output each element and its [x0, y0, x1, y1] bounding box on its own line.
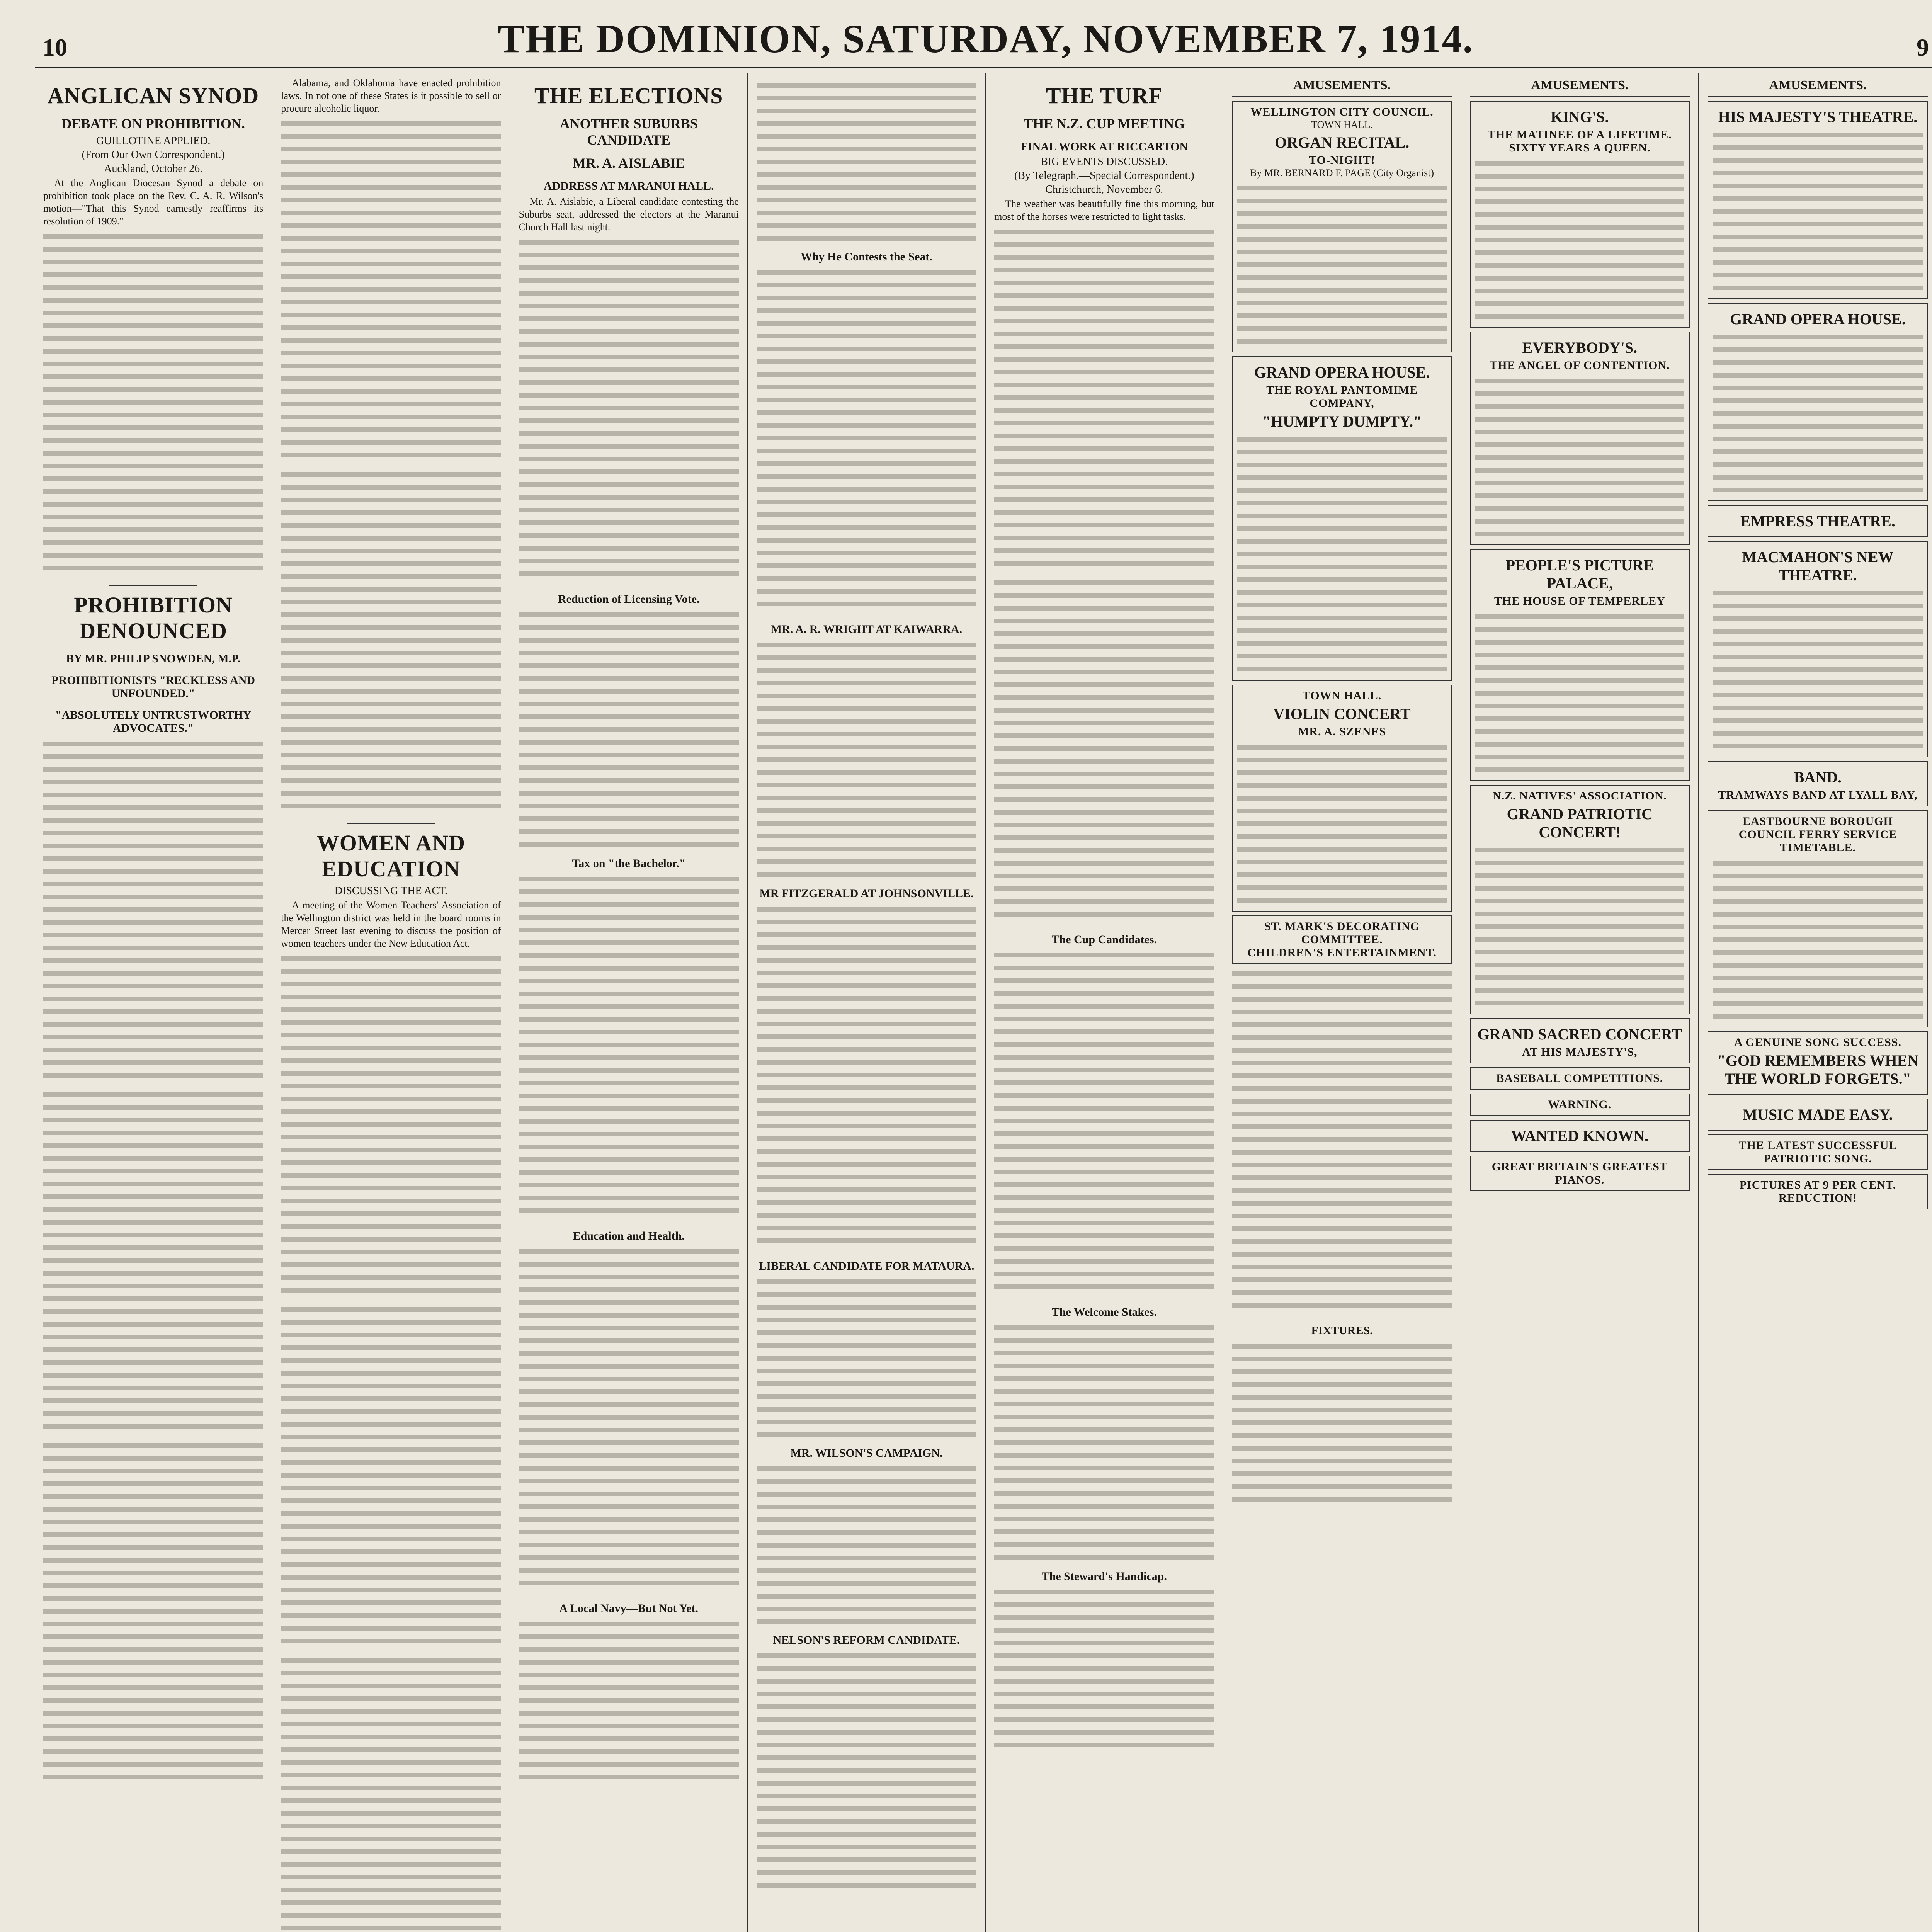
- ad-headline: VIOLIN CONCERT: [1273, 705, 1411, 723]
- article-paragraph: A meeting of the Women Teachers' Association of the Wellington district was held in the board rooms in Mercer Street last evening to discuss the position of women teachers under the New Education Act.: [281, 900, 501, 949]
- subhead-local-navy: A Local Navy—But Not Yet.: [559, 1602, 699, 1615]
- advert-patriotic-song: [1708, 1134, 1928, 1170]
- ad-title: TOWN HALL.: [1302, 689, 1382, 702]
- article-text-block: [281, 1304, 501, 1651]
- ad-title: GRAND OPERA HOUSE.: [1730, 310, 1906, 328]
- article-text-block: [281, 1655, 501, 1932]
- ad-line: TRAMWAYS BAND AT LYALL BAY,: [1718, 789, 1918, 801]
- ad-title: ST. MARK'S DECORATING COMMITTEE.: [1264, 920, 1420, 946]
- advert-ferry: [1708, 810, 1928, 1027]
- divider: [109, 585, 197, 586]
- ad-title: GRAND OPERA HOUSE.: [1254, 364, 1430, 381]
- dateline: Auckland, October 26.: [104, 163, 203, 175]
- advert-organ-recital: [1232, 101, 1452, 352]
- article-text-block: [281, 953, 501, 1301]
- article-text-block: [519, 1246, 739, 1594]
- ad-headline: "GOD REMEMBERS WHEN THE WORLD FORGETS.": [1717, 1052, 1919, 1087]
- subhead-licensing: Reduction of Licensing Vote.: [558, 593, 700, 605]
- columns: [35, 73, 1932, 1932]
- article-text-block: [519, 609, 739, 849]
- advert-peoples: [1470, 549, 1690, 781]
- byline-snowden: BY MR. PHILIP SNOWDEN, M.P.: [66, 652, 241, 665]
- byline: (From Our Own Correspondent.): [82, 149, 225, 161]
- ad-title: KING'S.: [1551, 108, 1609, 126]
- article-text-block: [994, 577, 1214, 925]
- ad-title: BAND.: [1794, 769, 1842, 786]
- subhead-cup-meeting: THE N.Z. CUP MEETING: [1024, 116, 1185, 131]
- article-paragraph: The weather was beautifully fine this morning, but most of the horses were restricted to light tasks.: [994, 198, 1214, 222]
- article-text-block: [43, 1440, 263, 1787]
- article-text-block: [757, 267, 976, 614]
- page-number-right: 9: [1917, 34, 1929, 61]
- advert-opera-house: [1232, 356, 1452, 681]
- advert-pianos: [1470, 1156, 1690, 1191]
- subhead-fixtures: FIXTURES.: [1311, 1324, 1373, 1337]
- ad-headline: "HUMPTY DUMPTY.": [1262, 413, 1422, 430]
- ad-text-block: [1713, 857, 1923, 1020]
- masthead: [35, 15, 1932, 68]
- article-text-block: [994, 949, 1214, 1297]
- subhead-discussing: DISCUSSING THE ACT.: [334, 885, 448, 897]
- ad-line: THE MATINEE OF A LIFETIME.: [1487, 128, 1672, 141]
- ad-text-block: [1237, 182, 1446, 345]
- subhead-mataura: LIBERAL CANDIDATE FOR MATAURA.: [759, 1260, 975, 1272]
- headline-turf: THE TURF: [1046, 83, 1163, 108]
- advert-pictures: [1708, 1174, 1928, 1209]
- advert-his-majestys: [1708, 101, 1928, 299]
- subhead-fitzgerald: MR FITZGERALD AT JOHNSONVILLE.: [759, 887, 974, 900]
- article-text-block: [1232, 1340, 1452, 1503]
- ad-line: SIXTY YEARS A QUEEN.: [1509, 141, 1651, 154]
- article-text-block: [519, 1618, 739, 1781]
- subhead-reckless: PROHIBITIONISTS "RECKLESS AND UNFOUNDED.": [51, 674, 255, 700]
- ad-line: TO-NIGHT!: [1309, 154, 1375, 167]
- headline-anglican-synod: ANGLICAN SYNOD: [47, 83, 259, 108]
- ad-headline: GRAND PATRIOTIC CONCERT!: [1507, 805, 1653, 841]
- ad-title: PEOPLE'S PICTURE PALACE,: [1505, 556, 1654, 592]
- ad-line: THE ROYAL PANTOMIME COMPANY,: [1266, 384, 1418, 410]
- column-3: [510, 73, 748, 1932]
- ad-title: THE LATEST SUCCESSFUL PATRIOTIC SONG.: [1738, 1139, 1897, 1165]
- page-number-left: 10: [43, 34, 67, 61]
- article-text-block: [757, 1276, 976, 1438]
- ad-line: THE ANGEL OF CONTENTION.: [1490, 359, 1670, 372]
- subhead-contests-seat: Why He Contests the Seat.: [801, 250, 932, 263]
- headline-elections: THE ELECTIONS: [534, 83, 723, 108]
- article-text-block: [994, 226, 1214, 574]
- amusements-header: AMUSEMENTS.: [1470, 77, 1690, 97]
- ad-title: WARNING.: [1548, 1098, 1612, 1111]
- subhead-maranui: ADDRESS AT MARANUI HALL.: [543, 180, 714, 192]
- advert-macmahon: [1708, 541, 1928, 757]
- ad-title: MACMAHON'S NEW THEATRE.: [1742, 548, 1894, 584]
- dateline: Christchurch, November 6.: [1045, 184, 1163, 196]
- advert-st-marks: [1232, 915, 1452, 964]
- article-text-block: [519, 873, 739, 1221]
- article-text-block: [43, 231, 263, 578]
- page-title: THE DOMINION, SATURDAY, NOVEMBER 7, 1914.: [498, 17, 1474, 61]
- headline-women-education: WOMEN AND EDUCATION: [316, 830, 466, 881]
- subhead-guillotine: GUILLOTINE APPLIED.: [96, 135, 211, 147]
- advert-song: [1708, 1031, 1928, 1095]
- ad-text-block: [1475, 375, 1684, 537]
- ad-title: EVERYBODY'S.: [1522, 339, 1638, 356]
- article-text-block: [1232, 968, 1452, 1316]
- advert-violin-concert: [1232, 685, 1452, 912]
- column-2: [272, 73, 510, 1932]
- subhead-debate: DEBATE ON PROHIBITION.: [61, 116, 245, 131]
- column-6: [1223, 73, 1461, 1932]
- advert-sacred-concert: [1470, 1018, 1690, 1063]
- ad-line: TOWN HALL.: [1311, 119, 1373, 130]
- ad-title: WELLINGTON CITY COUNCIL.: [1250, 105, 1434, 118]
- headline-prohibition-denounced: PROHIBITION DENOUNCED: [74, 592, 233, 643]
- ad-title: N.Z. NATIVES' ASSOCIATION.: [1492, 789, 1667, 802]
- ad-title: BASEBALL COMPETITIONS.: [1496, 1072, 1663, 1085]
- ad-line: By MR. BERNARD F. PAGE (City Organist): [1250, 167, 1434, 179]
- article-text-block: [994, 1586, 1214, 1748]
- ad-title: GRAND SACRED CONCERT: [1477, 1026, 1682, 1043]
- ad-title: EASTBOURNE BOROUGH COUNCIL FERRY SERVICE TIMETABLE.: [1738, 815, 1897, 854]
- advert-wanted-known: [1470, 1120, 1690, 1152]
- subhead-big-events: BIG EVENTS DISCUSSED.: [1041, 156, 1168, 168]
- ad-title: MUSIC MADE EASY.: [1743, 1106, 1893, 1123]
- advert-grand-opera: [1708, 303, 1928, 501]
- article-text-block: [757, 903, 976, 1251]
- article-paragraph: Mr. A. Aislabie, a Liberal candidate contesting the Suburbs seat, addressed the electors at the Maranui Church Hall last night.: [519, 196, 739, 233]
- advert-everybodys: [1470, 332, 1690, 545]
- divider: [347, 823, 435, 824]
- ad-text-block: [1475, 158, 1684, 320]
- article-text-block: [994, 1322, 1214, 1561]
- subhead-bachelor-tax: Tax on "the Bachelor.": [571, 857, 686, 870]
- column-4: [748, 73, 986, 1932]
- subhead-aislabie: MR. A. AISLABIE: [573, 155, 685, 171]
- ad-title: HIS MAJESTY'S THEATRE.: [1718, 108, 1918, 126]
- ad-line: MR. A. SZENES: [1298, 725, 1386, 738]
- ad-text-block: [1713, 331, 1923, 493]
- ad-text-block: [1713, 587, 1923, 750]
- ad-line: THE HOUSE OF TEMPERLEY: [1494, 595, 1665, 607]
- ad-line: CHILDREN'S ENTERTAINMENT.: [1247, 946, 1437, 959]
- ad-title: WANTED KNOWN.: [1511, 1127, 1649, 1145]
- advert-natives-association: [1470, 785, 1690, 1014]
- article-text-block: [43, 1089, 263, 1437]
- ad-headline: ORGAN RECITAL.: [1274, 134, 1410, 151]
- advert-empress: [1708, 505, 1928, 537]
- subhead-riccarton: FINAL WORK AT RICCARTON: [1020, 140, 1188, 153]
- advert-warning: [1470, 1094, 1690, 1116]
- subhead-welcome-stakes: The Welcome Stakes.: [1051, 1306, 1157, 1318]
- subhead-stewards-handicap: The Steward's Handicap.: [1041, 1570, 1167, 1583]
- column-5: [986, 73, 1223, 1932]
- subhead-wright: MR. A. R. WRIGHT AT KAIWARRA.: [770, 623, 963, 636]
- advert-band: [1708, 761, 1928, 806]
- subhead-nelson: NELSON'S REFORM CANDIDATE.: [773, 1634, 960, 1646]
- article-text-block: [757, 1650, 976, 1889]
- subhead-wilson: MR. WILSON'S CAMPAIGN.: [790, 1447, 943, 1459]
- advert-baseball: [1470, 1067, 1690, 1090]
- ad-text-block: [1713, 129, 1923, 291]
- ad-title: PICTURES AT 9 PER CENT. REDUCTION!: [1739, 1179, 1896, 1204]
- column-1: [35, 73, 272, 1932]
- subhead-cup-candidates: The Cup Candidates.: [1051, 933, 1157, 946]
- ad-text-block: [1237, 742, 1446, 904]
- article-paragraph: Alabama, and Oklahoma have enacted prohibition laws. In not one of these States is it possible to sell or procure alcoholic liquor.: [281, 77, 501, 114]
- ad-text-block: [1475, 611, 1684, 773]
- amusements-header: AMUSEMENTS.: [1708, 77, 1928, 97]
- advert-kings: [1470, 101, 1690, 328]
- article-text-block: [757, 80, 976, 242]
- column-8: [1699, 73, 1932, 1932]
- byline: (By Telegraph.—Special Correspondent.): [1014, 170, 1194, 182]
- article-text-block: [281, 469, 501, 816]
- ad-text-block: [1475, 844, 1684, 1007]
- subhead-education-health: Education and Health.: [573, 1230, 685, 1242]
- article-paragraph: At the Anglican Diocesan Synod a debate on prohibition took place on the Rev. C. A. R. Wilson's motion—"That this Synod earnestly reaffirms its resolution of 1909.": [43, 177, 264, 227]
- ad-line: AT HIS MAJESTY'S,: [1522, 1046, 1638, 1058]
- column-7: [1461, 73, 1699, 1932]
- article-text-block: [43, 738, 263, 1086]
- article-text-block: [281, 118, 501, 466]
- article-text-block: [757, 1463, 976, 1625]
- article-text-block: [757, 639, 976, 879]
- article-text-block: [519, 236, 739, 584]
- subhead-untrustworthy: "ABSOLUTELY UNTRUSTWORTHY ADVOCATES.": [55, 709, 252, 735]
- advert-music: [1708, 1099, 1928, 1131]
- subhead-suburbs-candidate: ANOTHER SUBURBS CANDIDATE: [560, 116, 698, 148]
- amusements-header: AMUSEMENTS.: [1232, 77, 1452, 97]
- ad-title: GREAT BRITAIN'S GREATEST PIANOS.: [1492, 1160, 1668, 1186]
- ad-title: EMPRESS THEATRE.: [1740, 512, 1895, 530]
- ad-text-block: [1237, 434, 1446, 673]
- ad-title: A GENUINE SONG SUCCESS.: [1734, 1036, 1902, 1049]
